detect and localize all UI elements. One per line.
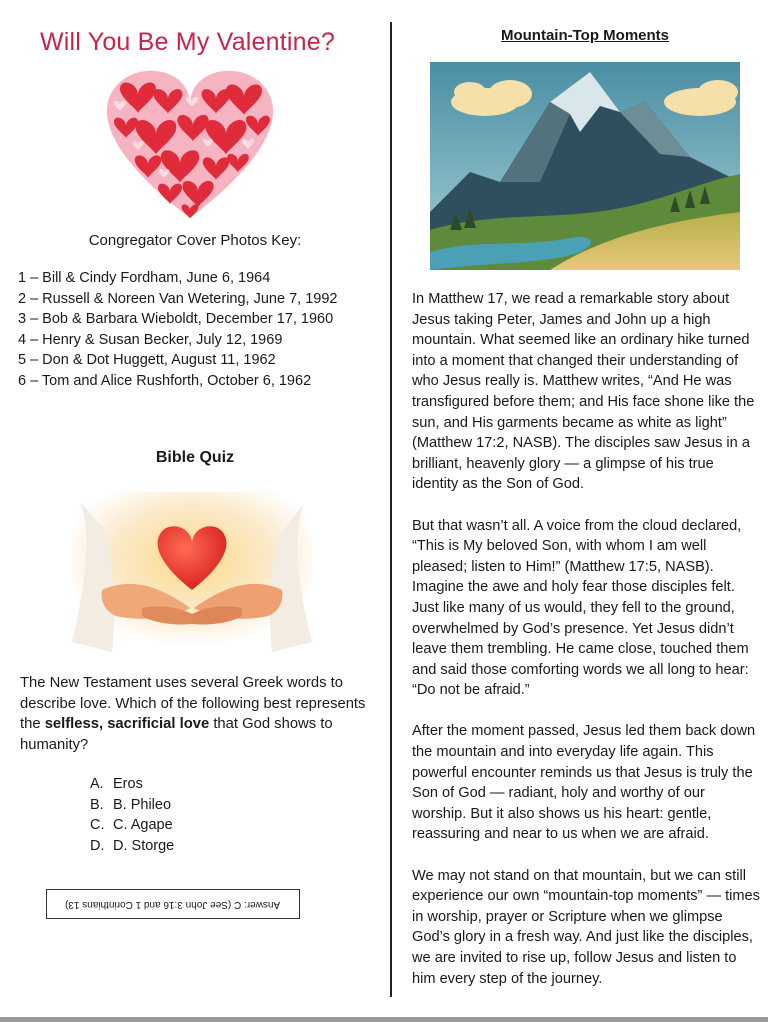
cover-photos-key-title: Congregator Cover Photos Key: (88, 232, 302, 249)
cover-key-item: 1 – Bill & Cindy Fordham, June 6, 1964 (18, 270, 271, 286)
article-paragraph: But that wasn’t all. A voice from the cloud declared, “This is My beloved Son, with whom I am well pleased; listen to Him!” (Matthew 17:5, NASB). Imagine the awe and holy fear those disciples felt. Just like many of us would, they fell to the ground, overwhelmed by God’s presence. Yet Jesus didn’t leave them trembling. He came close, touched them and said those comforting words we all long to hear: “Do not be afraid.” (412, 517, 749, 699)
heart-of-hearts-image (98, 62, 282, 222)
quiz-option-a: A. Eros (90, 776, 143, 792)
article-title: Mountain-Top Moments (500, 27, 670, 44)
bible-quiz-title: Bible Quiz (155, 449, 235, 466)
mountain-landscape-image (430, 62, 740, 270)
column-divider (390, 22, 392, 997)
article-paragraph: After the moment passed, Jesus led them back down the mountain and into everyday life again. This powerful encounter reminds us that Jesus is truly the Son of God — radiant, holy and worthy of our worship. But it also shows us his heart: gentle, reassuring and near to us when we are afraid. (412, 723, 756, 843)
valentine-title: Will You Be My Valentine? (40, 28, 335, 56)
hands-holding-heart-image (72, 492, 312, 652)
article-paragraph: We may not stand on that mountain, but we can still experience our own “mountain-top moments” — times in worship, prayer or Scripture when we glimpse God’s glory in a fresh way. And just like the disciples, we are invited to rise up, follow Jesus and listen to him every step of the journey. (412, 867, 760, 987)
quiz-option-b: B. B. Phileo (90, 796, 172, 813)
quiz-option-d: D. D. Storge (90, 837, 175, 854)
quiz-option-c: C. C. Agape (90, 817, 173, 834)
page-bottom-edge (0, 1017, 768, 1022)
cover-key-item: 5 – Don & Dot Huggett, August 11, 1962 (18, 352, 276, 369)
article-paragraph: In Matthew 17, we read a remarkable story about Jesus taking Peter, James and John up a high mountain. What seemed like an ordinary hike turned into a moment that changed their understanding of who Jesus really is. Matthew writes, “And He was transfigured before them; and His face shone like the sun, and His garments became as white as light” (Matthew 17:2, NASB). The disciples saw Jesus in a brilliant, heavenly glory — a glimpse of his true identity as the Son of God. (412, 291, 755, 493)
quiz-question-emphasis: selfless, sacrificial love (44, 716, 210, 733)
cover-key-item: 2 – Russell & Noreen Van Wetering, June 7, 1992 (18, 290, 338, 307)
quiz-options (90, 774, 174, 856)
upside-down-answer-box (46, 889, 300, 919)
quiz-question: The New Testament uses several Greek words to describe love. Which of the following best represents the selfless, sacrificial love that God shows to humanity? (20, 675, 366, 753)
cover-photos-key-list (18, 268, 337, 392)
article-body (412, 289, 762, 1010)
cover-key-item: 4 – Henry & Susan Becker, July 12, 1969 (18, 331, 283, 348)
quiz-answer: Answer: C (See John 3:16 and 1 Corinthians 13) (65, 898, 281, 910)
cover-key-item: 3 – Bob & Barbara Wieboldt, December 17, 1960 (18, 311, 334, 328)
cover-key-item: 6 – Tom and Alice Rushforth, October 6, 1962 (18, 372, 312, 389)
